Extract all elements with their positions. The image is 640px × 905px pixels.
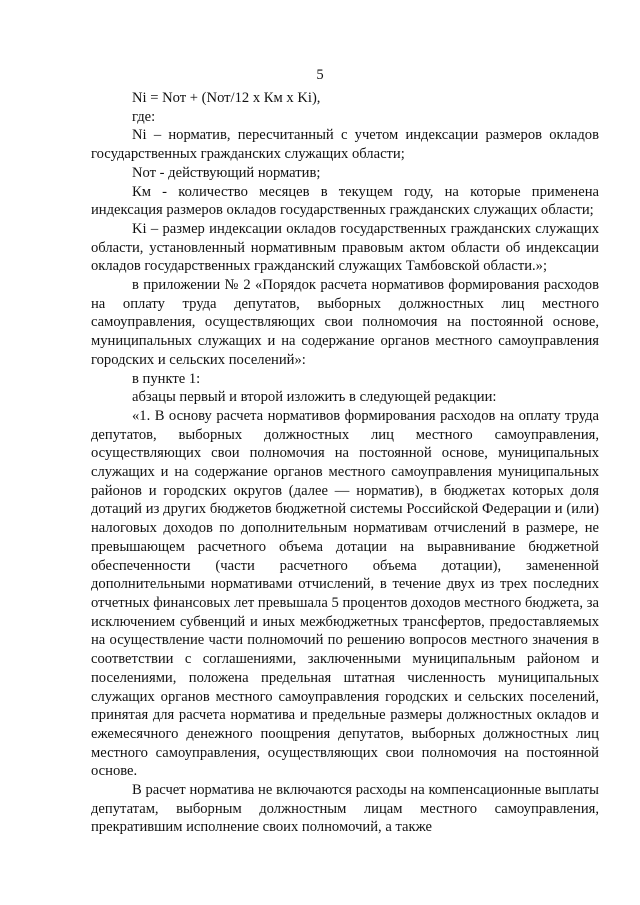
where-label: где: bbox=[132, 108, 156, 125]
clause-1-text: «1. В основу расчета нормативов формирования расходов на оплату труда депутатов, выборных должностных лиц местного самоуправления, осуществляющих свои полномочия на постоянной основе, муниципальных служащих и на содержание органов местного самоуправления муниципальных районов и городских округов (далее — норматив), в бюджетах которых доля дотаций из других бюджетов бюджетной системы Российской Федерации и (или) налоговых доходов по дополнительным нормативам отчислений в размере, не превышающем расчетного объема дотации на выравнивание бюджетной обеспеченности (части расчетного объема дотации), замененной дополнительными нормативами отчислений, в течение двух из трех последних отчетных финансовых лет превышала 5 процентов доходов местного бюджета, за исключением субвенций и иных межбюджетных трансфертов, предоставляемых на осуществление части полномочий по решению вопросов местного значения в соответствии с соглашениями, заключенными муниципальным районом и поселениями, положена предельная штатная численность муниципальных служащих органов местного самоуправления городских и сельских поселений, принятая для расчета норматива и предельные размеры должностных окладов и ежемесячного денежного поощрения депутатов, выборных должностных лиц местного самоуправления, осуществляющих свои полномочия на постоянной основе. bbox=[91, 407, 599, 780]
amend-instruction: абзацы первый и второй изложить в следующей редакции: bbox=[132, 389, 497, 406]
formula-line: Ni = Nот + (Nот/12 х Км х Ki), bbox=[132, 90, 321, 106]
definition-not: Nот - действующий норматив; bbox=[132, 164, 321, 181]
definition-ki: Ki – размер индексации окладов государственных гражданских служащих области, установленный нормативным правовым актом области об индексации окладов государственных гражданский служащих Тамбовской области.»; bbox=[91, 220, 599, 275]
appendix-2-paragraph: в приложении № 2 «Порядок расчета нормативов формирования расходов на оплату труда депутатов, выборных должностных лиц местного самоуправления, осуществляющих свои полномочия на постоянной основе, муниципальных служащих и на содержание органов местного самоуправления городских и сельских поселений»: bbox=[91, 277, 599, 368]
definition-ni: Ni – норматив, пересчитанный с учетом индексации размеров окладов государственных гражданских служащих области; bbox=[91, 127, 599, 163]
definition-km: Км - количество месяцев в текущем году, на которые применена индексация размеров окладов государственных гражданских служащих области; bbox=[91, 183, 599, 219]
page-number: 5 bbox=[316, 67, 324, 83]
clause-1-label: в пункте 1: bbox=[132, 370, 201, 387]
document-body bbox=[91, 89, 599, 837]
exclusion-paragraph: В расчет норматива не включаются расходы на компенсационные выплаты депутатам, выборным должностным лицам местного самоуправления, прекратившим исполнение своих полномочий, а также bbox=[91, 782, 599, 836]
